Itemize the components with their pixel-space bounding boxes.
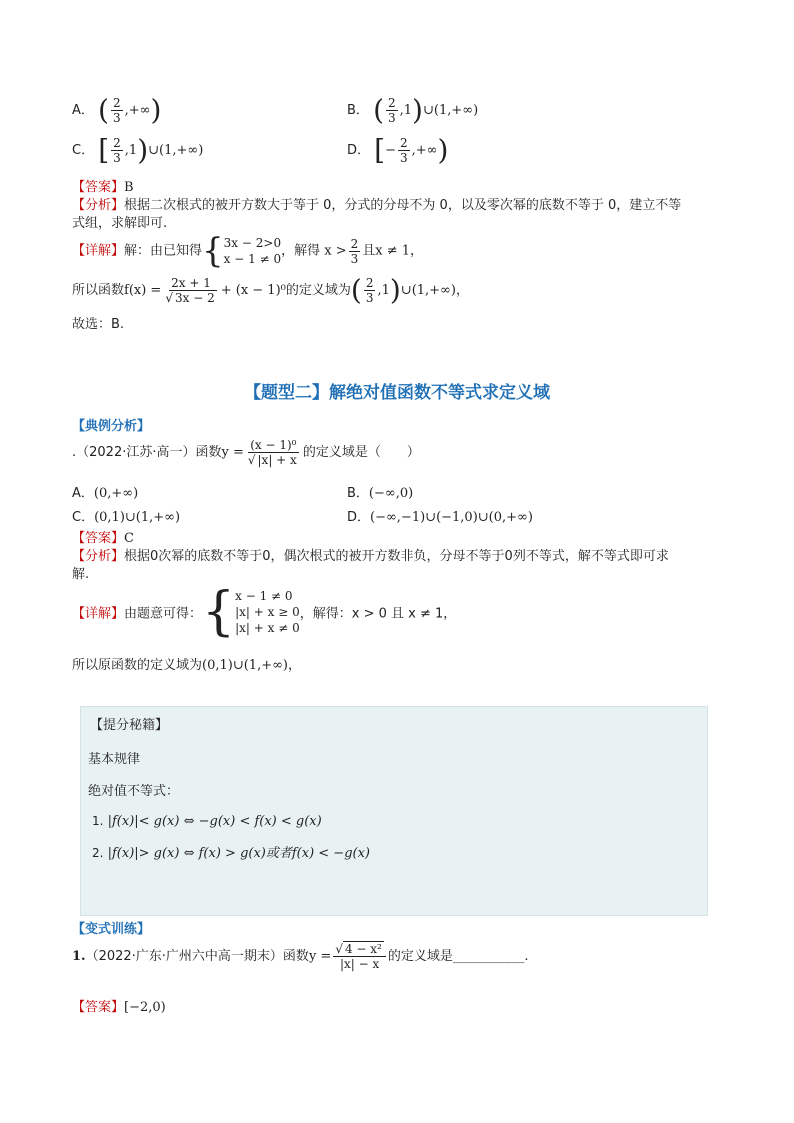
tips-heading: 绝对值不等式：	[88, 784, 180, 799]
example-analysis-line2: 解.	[72, 567, 90, 582]
option-b-union: ∪	[422, 103, 434, 118]
tips-title: 【提分秘籍】	[90, 718, 169, 733]
example-option-a: A．(0,+∞)	[72, 486, 139, 501]
example-answer: 【答案】C	[72, 531, 134, 546]
answer-tag: 【答案】	[72, 180, 125, 195]
answer-blank: ___________.	[452, 949, 529, 964]
example-domain: 所以原函数的定义域为(0,1)∪(1,+∞)，	[72, 658, 302, 673]
fraction-two-thirds: $\frac{2}{3}$	[388, 96, 396, 125]
option-d: D． [− $\frac{2}{3}$ ,+∞)	[347, 133, 449, 167]
option-b-letter: B．	[347, 103, 369, 118]
option-c-math: ,1	[124, 143, 138, 158]
option-d-math: ,+∞	[411, 143, 438, 158]
example-question: .（2022·江苏·高一）函数y = $\frac{\text{(x − 1)⁰}}{√ |x| + x}$ 的定义域是（ ）	[72, 438, 420, 467]
example-option-d: D．(−∞,−1)∪(−1,0)∪(0,+∞)	[347, 510, 533, 525]
tips-box	[80, 706, 708, 916]
example-detail: 【详解】由题意可得：{ x − 1 ≠ 0 |x| + x ≥ 0 |x| + x ≠ 0 ，解得：x > 0 且 x ≠ 1，	[72, 582, 457, 642]
option-a: A． ( $\frac{2}{3}$ ,+∞)	[72, 93, 162, 127]
practice-answer: 【答案】[−2,0)	[72, 1000, 166, 1015]
tips-item-1: 1. |f(x)|< g(x) ⇔ −g(x) < f(x) < g(x)	[92, 814, 322, 829]
analysis-tag: 【分析】	[72, 198, 125, 213]
option-b: B． ( $\frac{2}{3}$ ,1)∪(1,+∞)	[347, 93, 479, 127]
practice-label: 【变式训练】	[72, 922, 151, 937]
option-c-tail: (1,+∞)	[159, 143, 204, 158]
analysis-text: 根据二次根式的被开方数大于等于 0，分式的分母不为 0，以及零次幂的底数不等于 0，建立不等	[124, 198, 682, 213]
fraction-two-thirds: $\frac{2}{3}$	[400, 136, 408, 165]
q1-choose: 故选：B.	[72, 317, 125, 332]
example-option-b: B．(−∞,0)	[347, 486, 414, 501]
option-c: C． [ $\frac{2}{3}$ ,1)∪(1,+∞)	[72, 133, 204, 167]
answer-value: B	[124, 180, 134, 195]
example-label: 【典例分析】	[72, 419, 151, 434]
function-fraction: $\frac{2x + 1}{√ 3x - 2}$	[165, 276, 215, 305]
section-title: 【题型二】解绝对值函数不等式求定义域	[244, 383, 550, 403]
option-a-math: ,+∞	[124, 103, 151, 118]
q1-analysis-line2: 式组，求解即可.	[72, 216, 168, 231]
option-d-letter: D．	[347, 143, 371, 158]
q1-answer	[72, 176, 134, 195]
option-b-tail: (1,+∞)	[433, 103, 479, 118]
option-a-letter: A．	[72, 103, 94, 118]
q1-detail: 【详解】解：由已知得{ 3x − 2>0 x − 1 ≠ 0 ，解得 x > $\frac{2}{3}$ 且x ≠ 1，	[72, 231, 424, 271]
option-c-letter: C．	[72, 143, 95, 158]
option-c-union: ∪	[148, 143, 160, 158]
example-option-c: C．(0,1)∪(1,+∞)	[72, 510, 181, 525]
system-brace: {	[202, 582, 236, 642]
practice-fraction: $\frac{\text{√ 4 − x²}}{|x| - x}$	[333, 942, 386, 971]
fraction-two-thirds: $\frac{2}{3}$	[112, 96, 121, 125]
detail-text: 解：由已知得	[124, 243, 203, 259]
function-name: f(x) =	[124, 283, 162, 298]
fraction-two-thirds: $\frac{2}{3}$	[365, 276, 374, 305]
q1-analysis-line1	[72, 194, 681, 213]
tips-item-2: 2. |f(x)|> g(x) ⇔ f(x) > g(x)或者f(x) < −g(x)	[92, 846, 370, 861]
option-b-math: ,1	[399, 103, 413, 118]
detail-tag: 【详解】	[72, 243, 125, 259]
fraction-two-thirds: $\frac{2}{3}$	[113, 136, 121, 165]
example-fraction: $\frac{\text{(x − 1)⁰}}{√ |x| + x}$	[247, 438, 297, 467]
example-inequality-system: x − 1 ≠ 0 |x| + x ≥ 0 |x| + x ≠ 0	[235, 589, 300, 635]
practice-question: 1.（2022·广东·广州六中高一期末）函数y = $\frac{\text{√ 4 − x²}}{|x| - x}$ 的定义域是___________.	[72, 942, 529, 971]
fraction-two-thirds: $\frac{2}{3}$	[350, 236, 359, 266]
example-analysis-line1: 【分析】根据0次幂的底数不等于0，偶次根式的被开方数非负，分母不等于0列不等式，解不等式即可求	[72, 549, 669, 564]
system-brace: {	[202, 231, 224, 271]
inequality-system: 3x − 2>0 x − 1 ≠ 0	[223, 236, 282, 266]
tips-subtitle: 基本规律	[88, 752, 141, 767]
q1-function-line: 所以函数f(x) = $\frac{2x + 1}{√ 3x - 2}$ + (x − 1)⁰的定义域为( $\frac{2}{3}$ ,1)∪(1,+∞)，	[72, 273, 469, 307]
open-paren: (	[98, 93, 109, 127]
